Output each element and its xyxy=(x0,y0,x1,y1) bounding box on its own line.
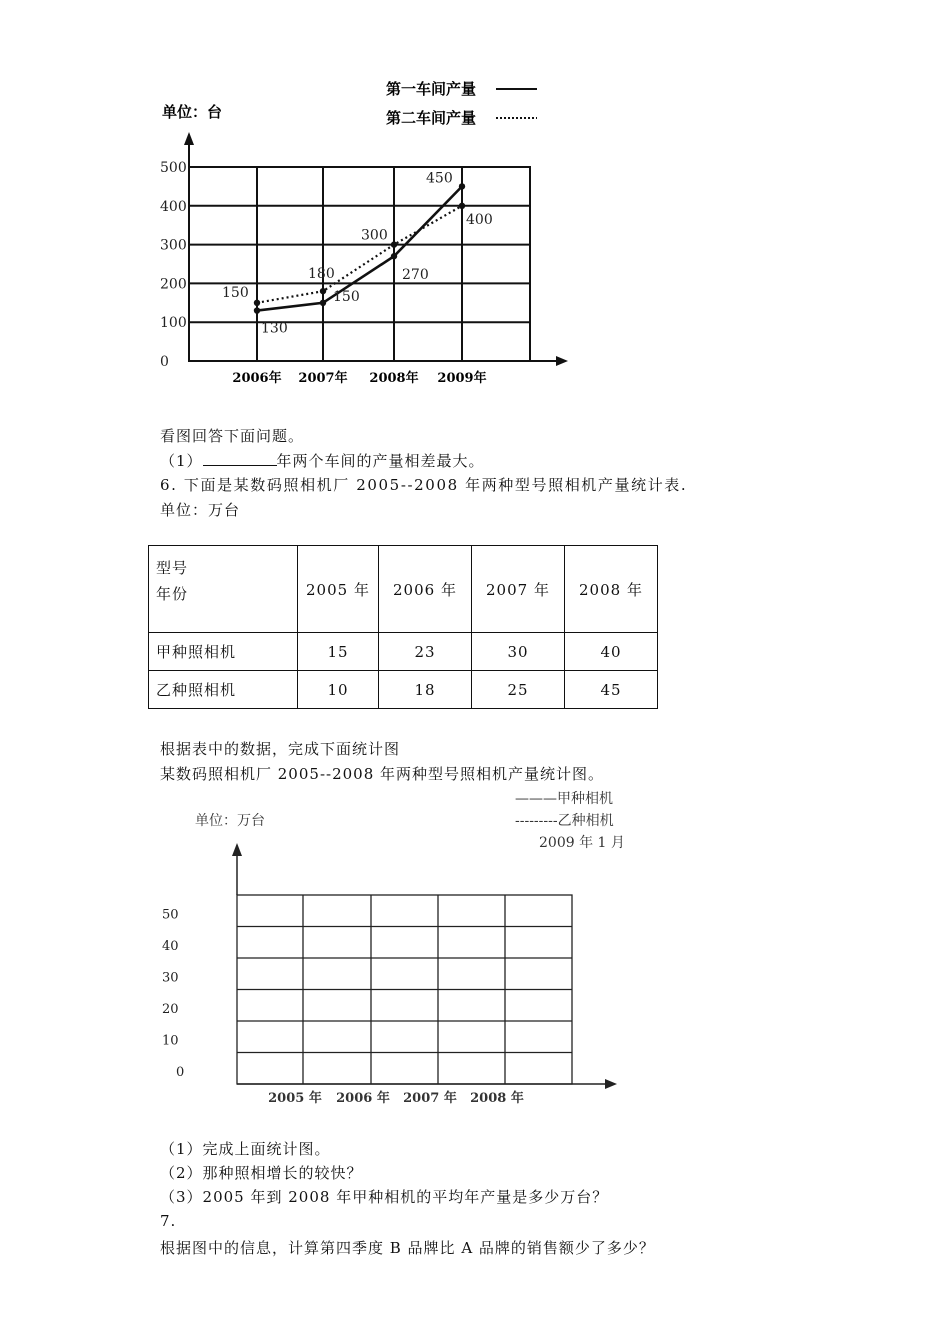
y-tick-label: 300 xyxy=(160,237,187,254)
data-point xyxy=(254,307,260,313)
row-label: 乙种照相机 xyxy=(149,671,298,709)
x-tick-labels xyxy=(268,1090,524,1106)
fill-instruction: 根据表中的数据，完成下面统计图 xyxy=(160,740,401,758)
legend-label-series-2: 第二车间产量 xyxy=(386,109,477,127)
legend-label-series-1: 第一车间产量 xyxy=(386,80,477,98)
table-row xyxy=(149,633,658,671)
x-tick-label: 2006 年 xyxy=(336,1091,390,1106)
x-axis-arrow xyxy=(556,356,568,366)
table-corner-cell xyxy=(149,546,298,633)
y-tick-labels xyxy=(160,160,187,370)
column-header: 2008 年 xyxy=(565,546,658,633)
data-point xyxy=(254,300,260,306)
x-tick-label: 2008 年 xyxy=(470,1091,524,1106)
y-tick-label: 30 xyxy=(162,970,179,986)
y-tick-label: 10 xyxy=(162,1033,179,1049)
table-cell: 40 xyxy=(565,633,658,671)
y-tick-label: 100 xyxy=(160,315,187,332)
y-tick-label: 40 xyxy=(162,939,179,954)
legend xyxy=(515,790,625,851)
data-label: 270 xyxy=(402,267,429,284)
y-tick-label: 50 xyxy=(162,907,179,923)
question-7-number: 7. xyxy=(160,1212,177,1230)
column-header: 2005 年 xyxy=(298,546,379,633)
chart-grid xyxy=(189,167,530,361)
question-1 xyxy=(160,450,485,471)
data-label: 300 xyxy=(361,227,388,244)
table-cell: 45 xyxy=(565,671,658,709)
y-tick-label: 0 xyxy=(160,354,169,370)
table-cell: 25 xyxy=(472,671,565,709)
column-header: 2007 年 xyxy=(472,546,565,633)
y-tick-label: 20 xyxy=(162,1002,179,1017)
data-point xyxy=(391,241,397,247)
x-tick-labels xyxy=(232,370,486,386)
x-tick-label: 2008年 xyxy=(369,371,419,386)
header-type-label: 型号 xyxy=(156,559,189,577)
legend-entry: ———甲种相机 xyxy=(515,791,613,807)
data-label: 130 xyxy=(261,320,288,337)
x-tick-label: 2006年 xyxy=(232,371,282,386)
y-axis-unit-label: 单位：万台 xyxy=(195,813,265,829)
y-tick-labels xyxy=(162,908,184,1081)
question-6-title: 6. 下面是某数码照相机厂 2005--2008 年两种型号照相机产量统计表. xyxy=(160,476,688,494)
y-axis-arrow xyxy=(232,843,242,856)
camera-output-chart xyxy=(0,780,950,1110)
table-cell: 23 xyxy=(379,633,472,671)
y-tick-label: 500 xyxy=(160,160,187,176)
data-label: 400 xyxy=(466,211,493,228)
table-cell: 10 xyxy=(298,671,379,709)
legend xyxy=(386,80,537,127)
y-tick-label: 400 xyxy=(160,198,187,215)
y-tick-label: 200 xyxy=(160,276,187,293)
data-point xyxy=(391,253,397,259)
camera-output-table xyxy=(148,545,658,709)
table-cell: 15 xyxy=(298,633,379,671)
data-label: 180 xyxy=(308,266,335,283)
x-tick-label: 2005 年 xyxy=(268,1091,322,1106)
data-label: 450 xyxy=(426,170,453,187)
intro-text: 看图回答下面问题。 xyxy=(160,427,305,445)
answer-blank[interactable] xyxy=(203,451,277,466)
x-tick-label: 2007年 xyxy=(298,371,348,386)
question-1-suffix: 年两个车间的产量相差最大。 xyxy=(276,452,485,470)
grid-frame xyxy=(189,167,530,361)
data-label: 150 xyxy=(333,288,360,305)
header-year-label: 年份 xyxy=(156,585,189,603)
data-point xyxy=(459,203,465,209)
workshop-output-chart xyxy=(0,0,950,400)
y-axis-unit-label: 单位：台 xyxy=(162,103,223,121)
table-cell: 18 xyxy=(379,671,472,709)
table-row xyxy=(149,671,658,709)
question-7-text: 根据图中的信息，计算第四季度 B 品牌比 A 品牌的销售额少了多少？ xyxy=(160,1239,655,1257)
y-axis-arrow xyxy=(184,132,194,145)
data-label: 150 xyxy=(222,284,249,301)
legend-entry: 2009 年 1 月 xyxy=(539,835,625,851)
x-tick-label: 2009年 xyxy=(437,371,487,386)
question-6-unit: 单位：万台 xyxy=(160,501,241,519)
data-point xyxy=(320,288,326,294)
data-point xyxy=(320,300,326,306)
y-tick-label: 0 xyxy=(176,1065,185,1080)
chart-2-caption: 某数码照相机厂 2005--2008 年两种型号照相机产量统计图。 xyxy=(160,765,605,783)
sub-question-3: （3）2005 年到 2008 年甲种相机的平均年产量是多少万台？ xyxy=(160,1188,609,1206)
chart-grid xyxy=(237,895,572,1084)
question-1-prefix: （1） xyxy=(160,452,203,470)
x-tick-label: 2007 年 xyxy=(403,1091,457,1106)
data-point xyxy=(459,183,465,189)
legend-entry: ---------乙种相机 xyxy=(515,813,614,829)
sub-question-2: （2）那种照相增长的较快？ xyxy=(160,1164,363,1182)
column-header: 2006 年 xyxy=(379,546,472,633)
row-label: 甲种照相机 xyxy=(149,633,298,671)
x-axis-arrow xyxy=(605,1079,617,1089)
table-header-row xyxy=(149,546,658,633)
sub-question-1: （1）完成上面统计图。 xyxy=(160,1140,331,1158)
table-cell: 30 xyxy=(472,633,565,671)
